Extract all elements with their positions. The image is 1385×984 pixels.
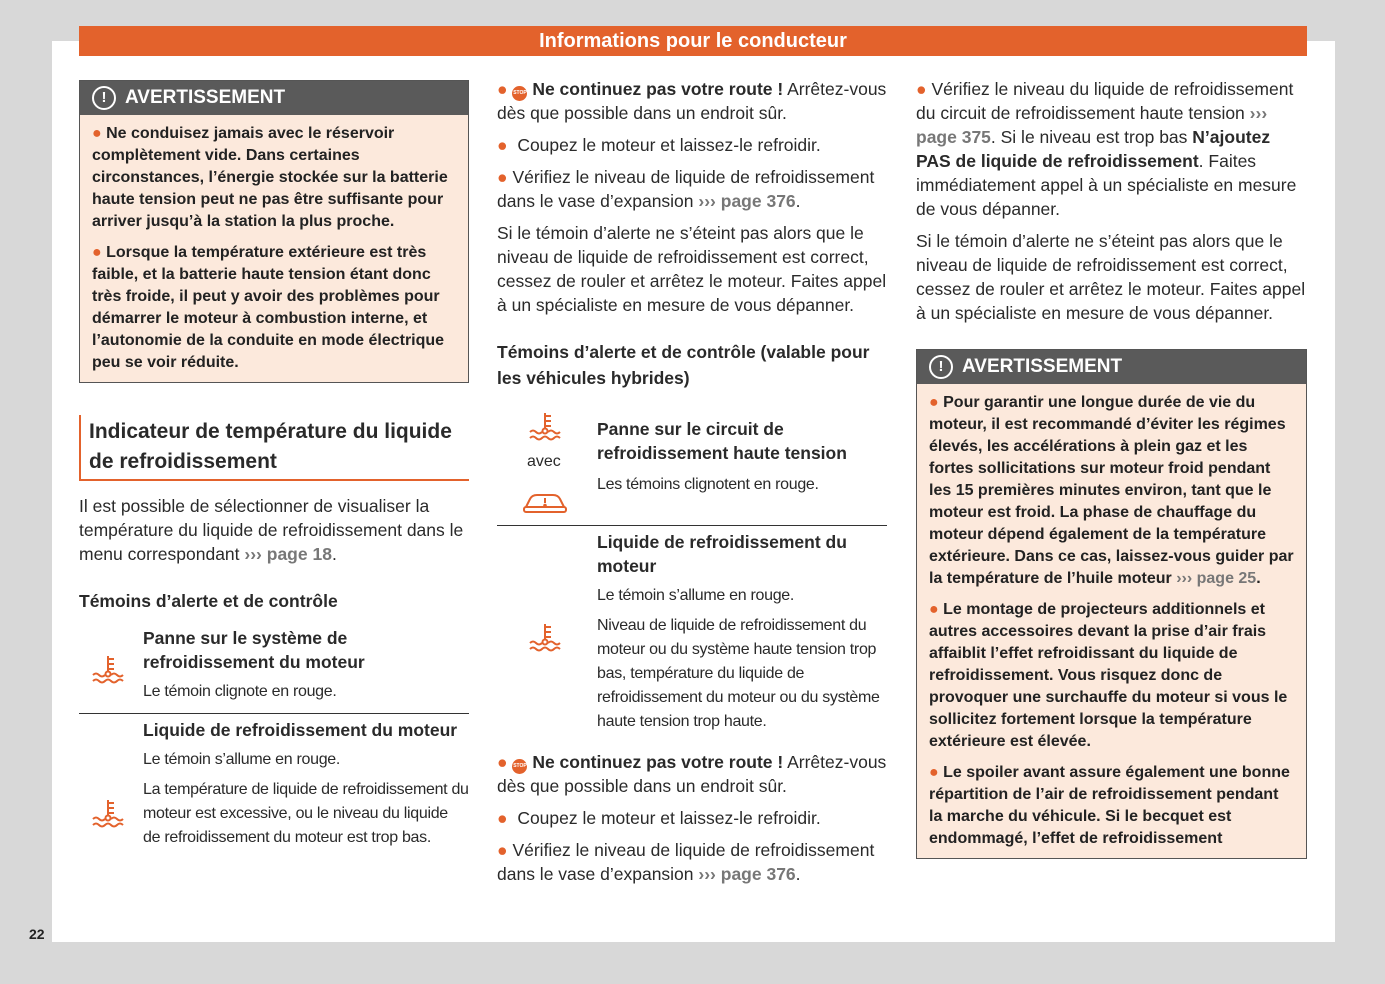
column-1 [79, 80, 469, 856]
intro-text: Il est possible de sélectionner de visualiser la température du liquide de refroidissement dans le menu correspondant ››› page 18. [79, 496, 464, 564]
warning-item: ● Le montage de projecteurs additionnels et autres accessoires devant la prise d’air frais affaiblit l’effet refroidissant du liquide de refroidissement. Vous risquez donc de provoquer une surchauffe du moteur si vous le sollicitez fortement lorsque la température extérieure est élevée. [929, 601, 1288, 750]
bullet-icon: ● [497, 752, 508, 772]
bullet-icon: ● [929, 601, 939, 618]
warning-header [917, 350, 1306, 384]
page-link[interactable]: ››› page 376 [698, 191, 796, 211]
exclamation-icon: ! [929, 355, 953, 379]
warning-box [916, 349, 1307, 859]
divider [79, 713, 469, 714]
warning-title: AVERTISSEMENT [125, 87, 286, 108]
warning-item: ● Le spoiler avant assure également une bonne répartition de l’air de refroidissement pendant la marche du véhicule. Si le becquet est endommagé, l’effet de refroidissement [929, 764, 1290, 847]
subsection-title: Témoins d’alerte et de contrôle (valable pour les véhicules hybrides) [497, 342, 870, 388]
lamp-description: Le témoin clignote en rouge. [143, 683, 337, 700]
lamp-icon-cell [497, 405, 597, 525]
lamp-text [143, 626, 469, 710]
warning-title: AVERTISSEMENT [962, 356, 1123, 377]
warning-lamp-row [497, 530, 887, 740]
warning-body [80, 115, 468, 382]
lamp-description: Le témoin s’allume en rouge. [143, 751, 341, 768]
stop-instruction: ● STOP Ne continuez pas votre route ! Arrêtez-vous dès que possible dans un endroit sûr. [497, 752, 887, 796]
page-number: 22 [29, 926, 45, 942]
column-2 [497, 77, 887, 894]
warning-item: ● Ne conduisez jamais avec le réservoir complètement vide. Dans certaines circonstances, l’énergie stockée sur la batterie haute tension peut ne pas être suffisante pour arriver jusqu’à la station la plus proche. [92, 125, 448, 230]
page-link[interactable]: ››› page 376 [698, 864, 796, 884]
bullet-icon: ● [497, 840, 508, 860]
bullet-icon: ● [497, 79, 508, 99]
instruction: ● Vérifiez le niveau de liquide de refroidissement dans le vase d’expansion ››› page 376. [497, 840, 875, 884]
page-link[interactable]: ››› page 375 [916, 103, 1268, 147]
avec-label: avec [527, 453, 561, 470]
bullet-icon: ● [929, 394, 939, 411]
lamp-description: Niveau de liquide de refroidissement du moteur ou du système haute tension trop bas, température du liquide de refroidissement du moteur ou du système haute tension trop haute. [597, 617, 880, 730]
page-link[interactable]: ››› page 18 [244, 544, 332, 564]
coolant-temperature-icon [528, 411, 562, 441]
bullet-icon: ● [916, 79, 927, 99]
divider [497, 525, 887, 526]
lamp-icon-cell [79, 626, 143, 710]
warning-lamp-row [79, 718, 469, 856]
warning-body [917, 384, 1306, 858]
section-title: Indicateur de température du liquide de refroidissement [79, 415, 469, 481]
lamp-title: Panne sur le système de refroidissement du moteur [143, 628, 365, 672]
instruction: ● Coupez le moteur et laissez-le refroidir. [497, 808, 821, 828]
page-header-banner: Informations pour le conducteur [79, 26, 1307, 56]
paragraph: Si le témoin d’alerte ne s’éteint pas alors que le niveau de liquide de refroidissement est correct, cessez de rouler et arrêtez le moteur. Faites appel à un spécialiste en mesure de vous dépanner. [916, 231, 1306, 323]
lamp-description: Le témoin s’allume en rouge. [597, 587, 795, 604]
bullet-icon: ● [92, 125, 102, 142]
page-link[interactable]: ››› page 25 [1176, 570, 1257, 587]
lamp-description: La température de liquide de refroidissement du moteur est excessive, ou le niveau du liquide de refroidissement du moteur est trop bas. [143, 781, 469, 846]
lamp-title: Panne sur le circuit de refroidissement haute tension [597, 419, 847, 463]
stop-instruction: ● STOP Ne continuez pas votre route ! Arrêtez-vous dès que possible dans un endroit sûr. [497, 79, 887, 123]
warning-lamp-row [497, 405, 887, 525]
lamp-title: Liquide de refroidissement du moteur [597, 532, 847, 576]
coolant-temperature-icon [528, 622, 562, 652]
warning-lamp-row [79, 626, 469, 710]
column-3 [916, 77, 1307, 859]
subsection-title: Témoins d’alerte et de contrôle [79, 591, 338, 611]
instruction: ● Vérifiez le niveau de liquide de refroidissement dans le vase d’expansion ››› page 376. [497, 167, 875, 211]
lamp-title: Liquide de refroidissement du moteur [143, 720, 458, 740]
car-warning-icon [522, 487, 568, 517]
instruction: ● Coupez le moteur et laissez-le refroidir. [497, 135, 821, 155]
warning-item: ● Lorsque la température extérieure est très faible, et la batterie haute tension étant donc très froide, il peut y avoir des problèmes pour démarrer le moteur à combustion interne, et l’autonomie de la conduite en mode électrique peu se voir réduite. [92, 244, 445, 371]
warning-box [79, 80, 469, 383]
instruction: ● Vérifiez le niveau du liquide de refroidissement du circuit de refroidissement haute tension ››› page 375. Si le niveau est trop bas N’ajoutez PAS de liquide de refroidissement. Faites immédiatement appel à un spécialiste en mesure de vous dépanner. [916, 79, 1297, 219]
bullet-icon: ● [497, 135, 508, 155]
stop-icon: STOP [512, 86, 527, 101]
lamp-text [597, 405, 887, 525]
bullet-icon: ● [92, 244, 102, 261]
lamp-description: Les témoins clignotent en rouge. [597, 476, 819, 493]
paragraph: Si le témoin d’alerte ne s’éteint pas alors que le niveau de liquide de refroidissement est correct, cessez de rouler et arrêtez le moteur. Faites appel à un spécialiste en mesure de vous dépanner. [497, 223, 887, 315]
bullet-icon: ● [497, 808, 508, 828]
warning-item: ● Pour garantir une longue durée de vie du moteur, il est recommandé d’éviter les régimes élevés, les accélérations à plein gaz et les fortes sollicitations sur moteur froid pendant les 15 premières minutes environ, tant que le moteur est froid. La phase de chauffage du moteur dépend également de la température extérieure. Dans ce cas, laissez-vous guider par la température de l’huile moteur ››› page 25. [929, 394, 1294, 587]
bullet-icon: ● [497, 167, 508, 187]
lamp-text [143, 718, 469, 856]
bullet-icon: ● [929, 764, 939, 781]
coolant-temperature-icon [91, 798, 125, 828]
exclamation-icon: ! [92, 86, 116, 110]
coolant-temperature-icon [91, 654, 125, 684]
lamp-icon-cell [79, 718, 143, 856]
warning-header [80, 81, 468, 115]
stop-icon: STOP [512, 759, 527, 774]
lamp-text [597, 530, 887, 740]
lamp-icon-cell [497, 530, 597, 740]
